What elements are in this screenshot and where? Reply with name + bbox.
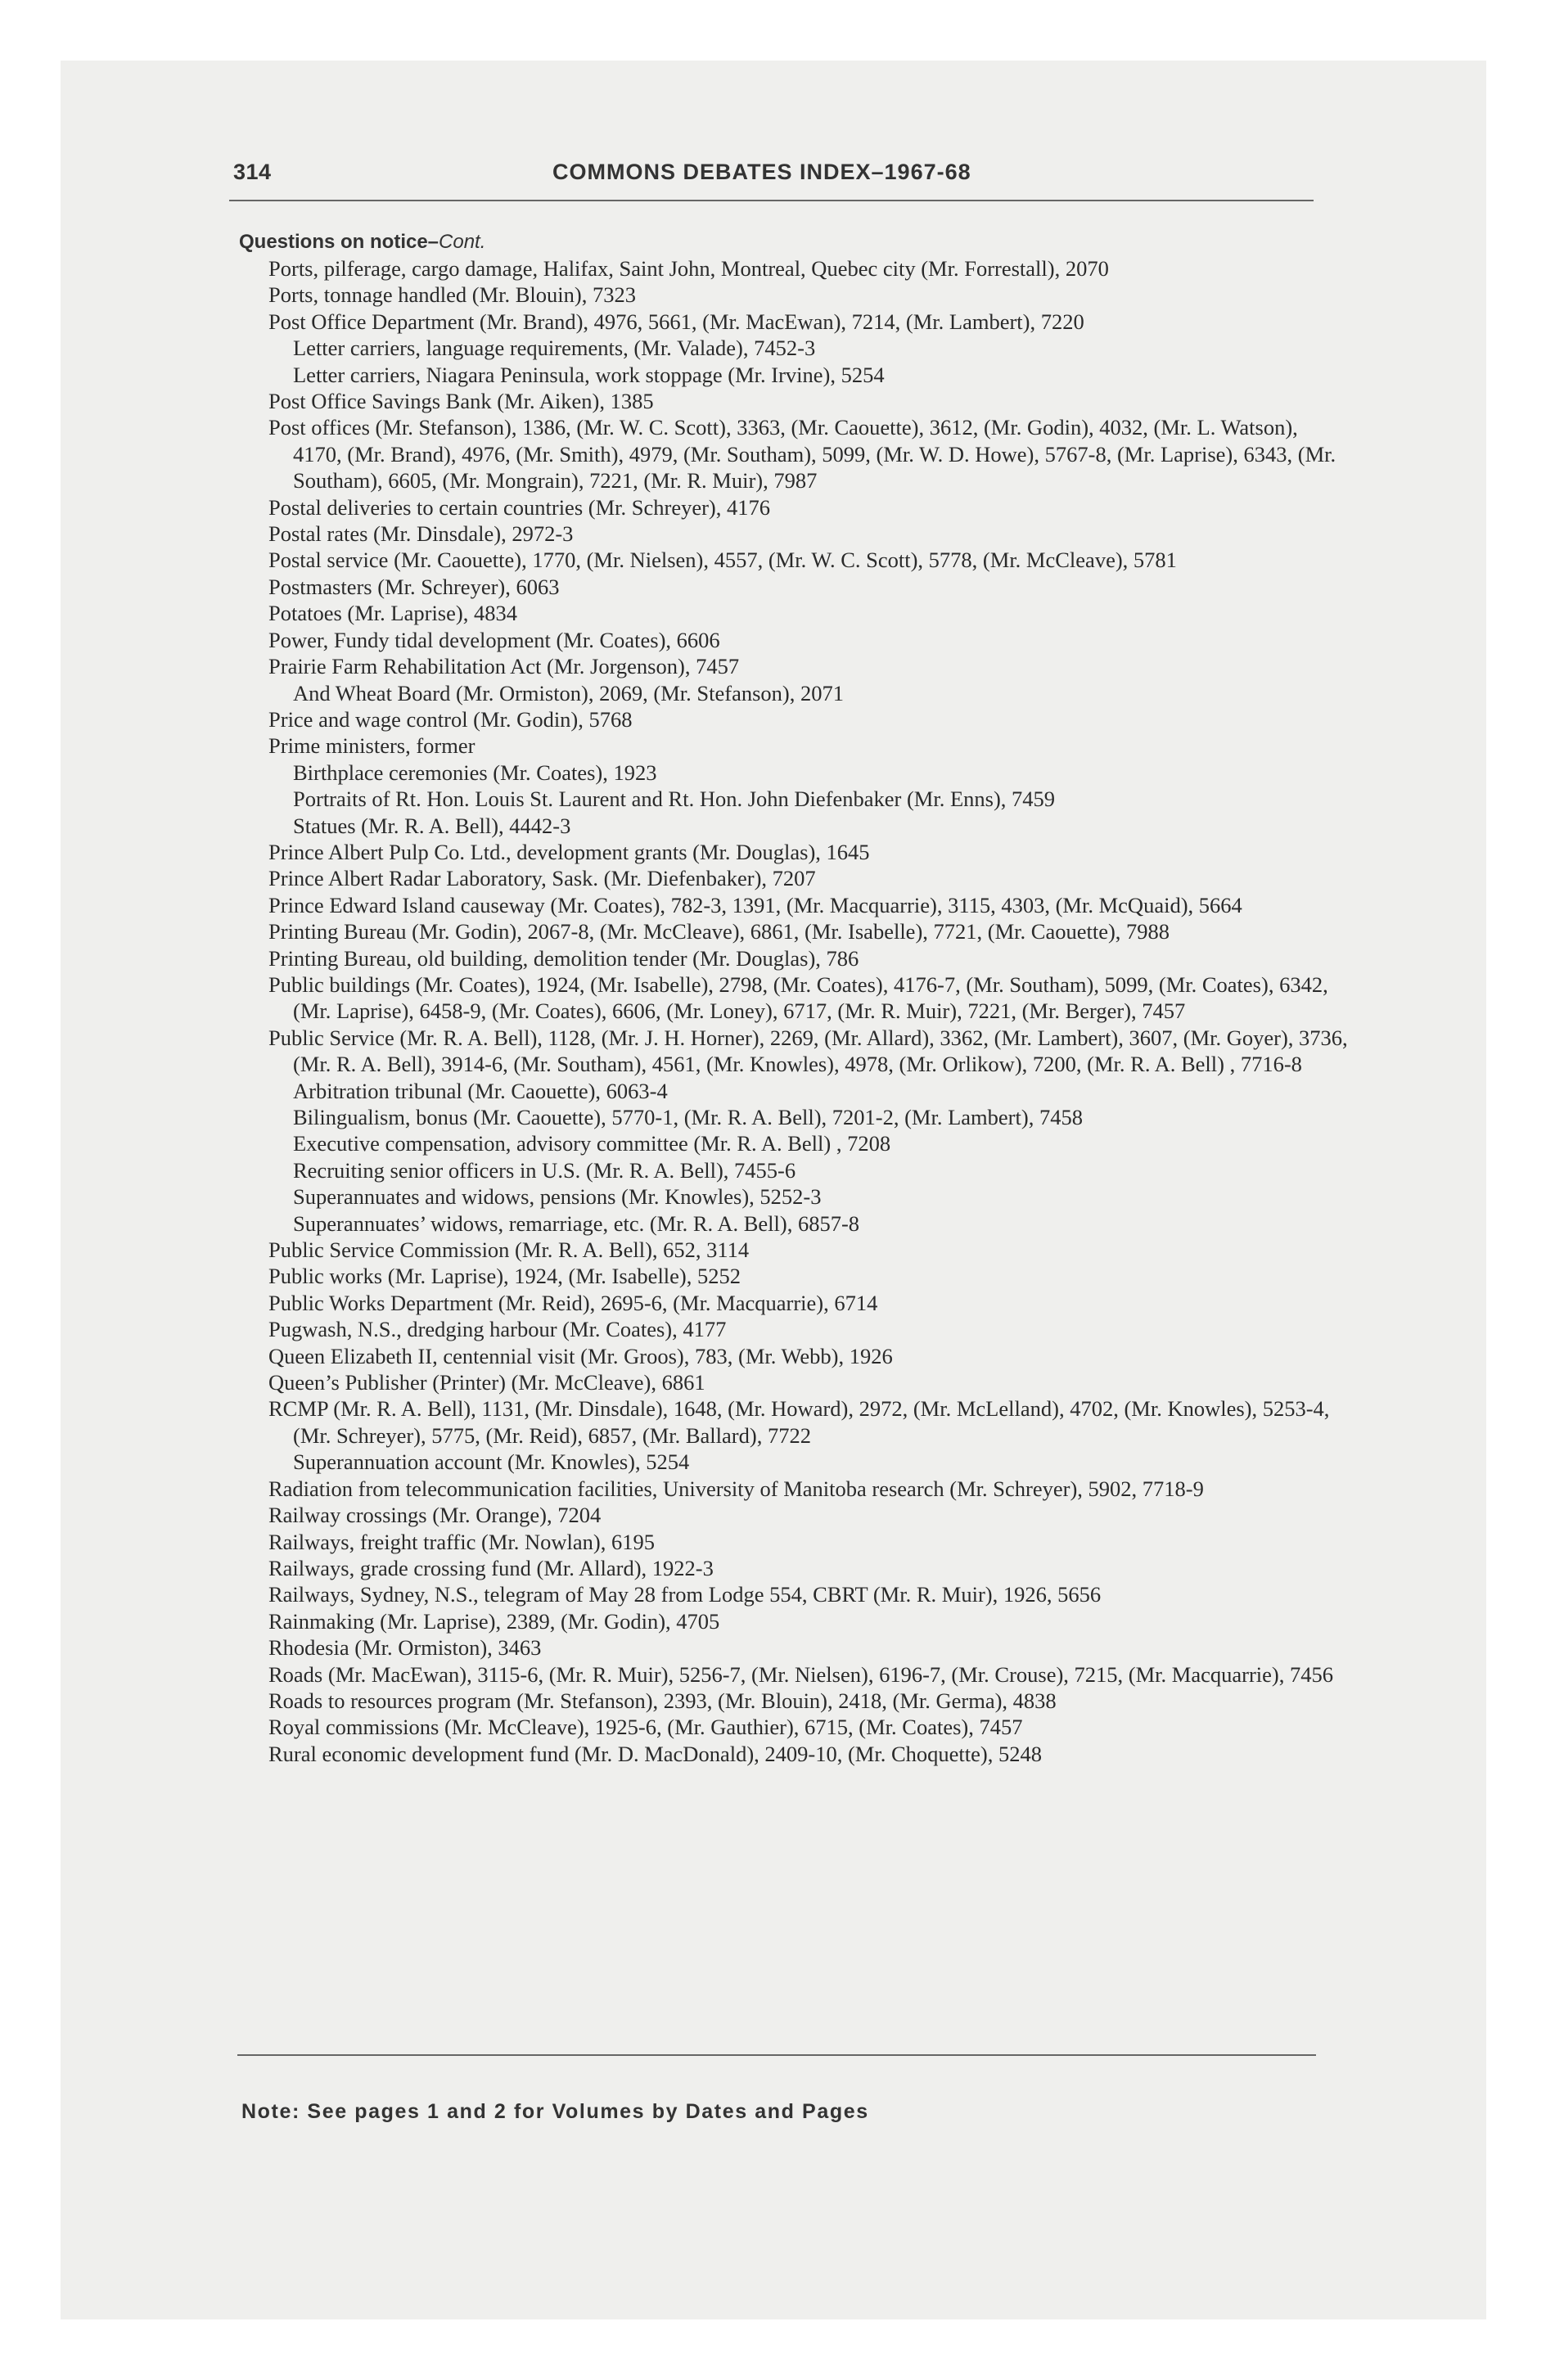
- index-subentry: Recruiting senior officers in U.S. (Mr. R. A. Bell), 7455-6: [293, 1157, 796, 1183]
- index-entry: Railway crossings (Mr. Orange), 7204: [268, 1503, 602, 1528]
- index-entries: [239, 255, 1352, 1767]
- index-entry: Printing Bureau, old building, demolition tender (Mr. Douglas), 786: [268, 945, 859, 971]
- index-entry: Prime ministers, former: [268, 733, 476, 759]
- index-entry: Railways, grade crossing fund (Mr. Allard), 1922-3: [268, 1555, 714, 1580]
- index-entry: Printing Bureau (Mr. Godin), 2067-8, (Mr. McCleave), 6861, (Mr. Isabelle), 7721, (Mr. Caouette), 7988: [268, 919, 1170, 944]
- index-entry: Rainmaking (Mr. Laprise), 2389, (Mr. Godin), 4705: [268, 1608, 720, 1634]
- index-subentry: Letter carriers, language requirements, (Mr. Valade), 7452-3: [293, 336, 816, 361]
- index-entry: Roads to resources program (Mr. Stefanson), 2393, (Mr. Blouin), 2418, (Mr. Germa), 4838: [268, 1688, 1057, 1713]
- index-entry: Queen Elizabeth II, centennial visit (Mr. Groos), 783, (Mr. Webb), 1926: [268, 1343, 893, 1368]
- index-entry: Royal commissions (Mr. McCleave), 1925-6, (Mr. Gauthier), 6715, (Mr. Coates), 7457: [268, 1715, 1023, 1740]
- index-entry: Postmasters (Mr. Schreyer), 6063: [268, 574, 560, 599]
- index-entry: Post Office Savings Bank (Mr. Aiken), 1385: [268, 389, 654, 414]
- section-label: Questions on notice–: [239, 231, 439, 253]
- footer-note: Note: See pages 1 and 2 for Volumes by Dates and Pages: [241, 2100, 869, 2123]
- index-entry: Post offices (Mr. Stefanson), 1386, (Mr. W. C. Scott), 3363, (Mr. Caouette), 3612, (Mr. Godin), 4032, (Mr. L. Watson), 4170, (Mr. Brand), 4976, (Mr. Smith), 4979, (Mr. Southam), 5099, (Mr. W. D. Howe), 5767-8, (Mr. Laprise), 6343, (Mr. Southam), 6605, (Mr. Mongrain), 7221, (Mr. R. Muir), 7987: [268, 415, 1336, 494]
- index-entry: Railways, Sydney, N.S., telegram of May 28 from Lodge 554, CBRT (Mr. R. Muir), 1926, 5656: [268, 1582, 1102, 1607]
- index-entry: Rhodesia (Mr. Ormiston), 3463: [268, 1635, 542, 1661]
- index-subentry: Arbitration tribunal (Mr. Caouette), 6063-4: [293, 1078, 668, 1103]
- section-continued: Cont.: [439, 231, 486, 253]
- index-entry: Potatoes (Mr. Laprise), 4834: [268, 601, 517, 626]
- index-subentry: Executive compensation, advisory committee (Mr. R. A. Bell) , 7208: [293, 1131, 891, 1156]
- index-subentry: Statues (Mr. R. A. Bell), 4442-3: [293, 813, 571, 838]
- index-entry: Power, Fundy tidal development (Mr. Coates), 6606: [268, 627, 720, 652]
- page-number: 314: [233, 160, 272, 184]
- section-heading: [239, 229, 1352, 255]
- index-entry: Prince Albert Radar Laboratory, Sask. (Mr. Diefenbaker), 7207: [268, 866, 816, 891]
- index-entry: Roads (Mr. MacEwan), 3115-6, (Mr. R. Muir), 5256-7, (Mr. Nielsen), 6196-7, (Mr. Crouse), 7215, (Mr. Macquarrie), 7456: [268, 1661, 1333, 1687]
- index-entry: Railways, freight traffic (Mr. Nowlan), 6195: [268, 1529, 655, 1554]
- index-entry: Post Office Department (Mr. Brand), 4976, 5661, (Mr. MacEwan), 7214, (Mr. Lambert), 7220: [268, 309, 1084, 334]
- index-entry: Postal rates (Mr. Dinsdale), 2972-3: [268, 521, 574, 547]
- index-subentry: Birthplace ceremonies (Mr. Coates), 1923: [293, 760, 657, 785]
- running-title: COMMONS DEBATES INDEX–1967-68: [552, 160, 971, 184]
- index-entry: Public buildings (Mr. Coates), 1924, (Mr. Isabelle), 2798, (Mr. Coates), 4176-7, (Mr. Southam), 5099, (Mr. Coates), 6342, (Mr. Laprise), 6458-9, (Mr. Coates), 6606, (Mr. Loney), 6717, (Mr. R. Muir), 7221, (Mr. Berger), 7457: [268, 971, 1328, 1024]
- index-subentry: Bilingualism, bonus (Mr. Caouette), 5770-1, (Mr. R. A. Bell), 7201-2, (Mr. Lambert), 7458: [293, 1105, 1083, 1129]
- index-entry: Prince Albert Pulp Co. Ltd., development grants (Mr. Douglas), 1645: [268, 839, 870, 864]
- index-subentry: Letter carriers, Niagara Peninsula, work stoppage (Mr. Irvine), 5254: [293, 362, 885, 387]
- index-subentry: And Wheat Board (Mr. Ormiston), 2069, (Mr. Stefanson), 2071: [293, 680, 844, 705]
- index-entry: Ports, pilferage, cargo damage, Halifax, Saint John, Montreal, Quebec city (Mr. Forrestall), 2070: [268, 256, 1109, 281]
- index-entry: Postal service (Mr. Caouette), 1770, (Mr. Nielsen), 4557, (Mr. W. C. Scott), 5778, (Mr. McCleave), 5781: [268, 548, 1177, 573]
- index-entry: Rural economic development fund (Mr. D. MacDonald), 2409-10, (Mr. Choquette), 5248: [268, 1741, 1042, 1766]
- index-entry: Prairie Farm Rehabilitation Act (Mr. Jorgenson), 7457: [268, 654, 740, 679]
- index-entry: Public Service (Mr. R. A. Bell), 1128, (Mr. J. H. Horner), 2269, (Mr. Allard), 3362, (Mr. Lambert), 3607, (Mr. Goyer), 3736, (Mr. R. A. Bell), 3914-6, (Mr. Southam), 4561, (Mr. Knowles), 4978, (Mr. Orlikow), 7200, (Mr. R. A. Bell) , 7716-8: [268, 1025, 1348, 1077]
- index-entry: Public Works Department (Mr. Reid), 2695-6, (Mr. Macquarrie), 6714: [268, 1290, 878, 1315]
- index-entry: Public works (Mr. Laprise), 1924, (Mr. Isabelle), 5252: [268, 1264, 741, 1289]
- index-subentry: Superannuates and widows, pensions (Mr. Knowles), 5252-3: [293, 1184, 822, 1210]
- footer-rule: [237, 2054, 1316, 2056]
- index-entry: Public Service Commission (Mr. R. A. Bell), 652, 3114: [268, 1237, 750, 1263]
- index-subentry: Superannuation account (Mr. Knowles), 5254: [293, 1449, 690, 1475]
- index-entry: Postal deliveries to certain countries (Mr. Schreyer), 4176: [268, 494, 771, 520]
- index-content: [239, 229, 1352, 1767]
- index-entry: Ports, tonnage handled (Mr. Blouin), 7323: [268, 282, 636, 308]
- index-entry: Queen’s Publisher (Printer) (Mr. McCleave), 6861: [268, 1370, 705, 1395]
- index-entry: Pugwash, N.S., dredging harbour (Mr. Coates), 4177: [268, 1317, 727, 1342]
- index-entry: Price and wage control (Mr. Godin), 5768: [268, 706, 633, 732]
- page-header: [233, 160, 1314, 199]
- header-rule: [229, 200, 1314, 201]
- index-entry: Radiation from telecommunication facilities, University of Manitoba research (Mr. Schreyer), 5902, 7718-9: [268, 1476, 1204, 1501]
- index-entry: RCMP (Mr. R. A. Bell), 1131, (Mr. Dinsdale), 1648, (Mr. Howard), 2972, (Mr. McLelland), 4702, (Mr. Knowles), 5253-4, (Mr. Schreyer), 5775, (Mr. Reid), 6857, (Mr. Ballard), 7722: [268, 1396, 1330, 1448]
- index-subentry: Portraits of Rt. Hon. Louis St. Laurent and Rt. Hon. John Diefenbaker (Mr. Enns), 7459: [293, 787, 1056, 812]
- index-entry: Prince Edward Island causeway (Mr. Coates), 782-3, 1391, (Mr. Macquarrie), 3115, 4303, (Mr. McQuaid), 5664: [268, 892, 1242, 917]
- index-subentry: Superannuates’ widows, remarriage, etc. (Mr. R. A. Bell), 6857-8: [293, 1210, 860, 1236]
